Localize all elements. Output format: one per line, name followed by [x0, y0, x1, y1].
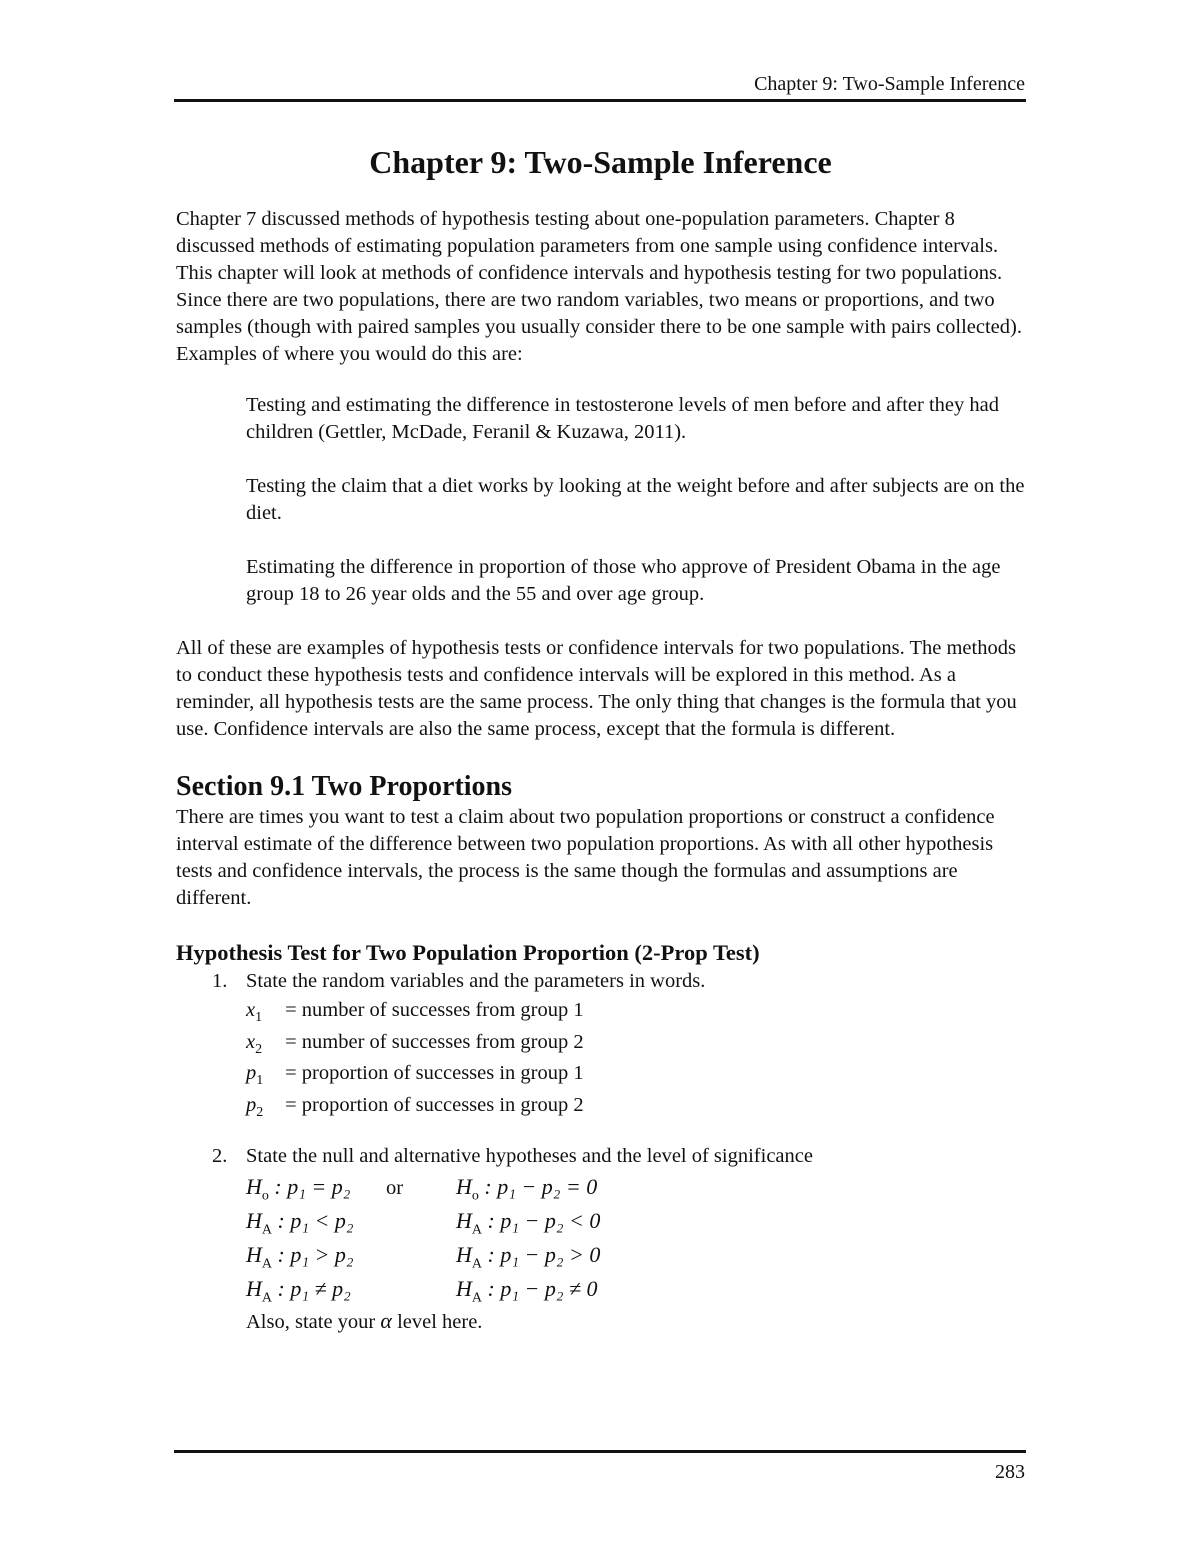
alpha-symbol: α [380, 1308, 392, 1333]
hypothesis-row [176, 1238, 1025, 1272]
hypothesis-right: $H_A$ : p₁ − p₂ < 0 [456, 1208, 601, 1238]
step-text: State the null and alternative hypotheses and the level of significance [246, 1145, 813, 1167]
hypothesis-row [176, 1272, 1025, 1306]
definition-text: = proportion of successes in group 1 [285, 1062, 584, 1084]
step-number: 2. [212, 1145, 228, 1167]
hypothesis-left: $H_A$ : p₁ < p₂ [246, 1208, 354, 1238]
variable-symbol: $p_1$ [246, 1062, 264, 1089]
hypotheses-block [176, 1170, 1025, 1306]
hypothesis-row [176, 1170, 1025, 1204]
variable-definitions [176, 995, 1025, 1121]
step-2 [176, 1143, 1025, 1170]
subsection-title: Hypothesis Test for Two Population Proportion (2-Prop Test) [176, 940, 760, 965]
variable-symbol: $x_1$ [246, 999, 263, 1026]
definition-row [246, 1090, 1025, 1122]
example-item: Estimating the difference in proportion of those who approve of President Obama in the age group 18 to 26 year olds and the 55 and over age group. [246, 556, 1001, 605]
step-number: 1. [212, 970, 228, 992]
page-number: 283 [995, 1461, 1025, 1483]
hypothesis-row [176, 1204, 1025, 1238]
hypothesis-right: $H_A$ : p₁ − p₂ > 0 [456, 1242, 601, 1272]
step-1 [176, 968, 1025, 995]
header-rule [174, 99, 1026, 102]
variable-symbol: $x_2$ [246, 1030, 263, 1057]
running-header: Chapter 9: Two-Sample Inference [754, 73, 1025, 95]
definition-text: = number of successes from group 2 [285, 1030, 584, 1053]
footer-rule [174, 1450, 1026, 1453]
definition-row [246, 1027, 1025, 1059]
page-content [176, 142, 1025, 1337]
definition-text: = number of successes from group 1 [285, 999, 584, 1021]
step-text: State the random variables and the parameters in words. [246, 970, 706, 992]
definition-row [246, 995, 1025, 1027]
definition-row [246, 1058, 1025, 1090]
definition-text: = proportion of successes in group 2 [285, 1093, 584, 1116]
alpha-instruction: Also, state your α level here. [246, 1308, 483, 1333]
or-label: or [386, 1177, 404, 1199]
intro-paragraph: Chapter 7 discussed methods of hypothesis testing about one-population parameters. Chapter 8 discussed methods of estimating population parameters from one sample using confidence intervals. This chapter will look at methods of confidence intervals and hypothesis testing for two populations. Since there are two populations, there are two random variables, two means or proportions, and two samples (though with paired samples you usually consider there to be one sample with pairs collected). Examples of where you would do this are: [176, 208, 1022, 365]
hypothesis-left: $H_A$ : p₁ ≠ p₂ [246, 1276, 351, 1306]
hypothesis-left: $H_A$ : p₁ > p₂ [246, 1242, 354, 1272]
section-body: There are times you want to test a claim about two population proportions or construct a confidence interval estimate of the difference between two population proportions. As with all other hypothesis tests and confidence intervals, the process is the same though the formulas and assumptions are different. [176, 806, 995, 909]
example-item: Testing and estimating the difference in testosterone levels of men before and after they had children (Gettler, McDade, Feranil & Kuzawa, 2011). [246, 394, 999, 443]
summary-paragraph: All of these are examples of hypothesis tests or confidence intervals for two populations. The methods to conduct these hypothesis tests and confidence intervals will be explored in this method. As a reminder, all hypothesis tests are the same process. The only thing that changes is the formula that you use. Confidence intervals are also the same process, except that the formula is different. [176, 637, 1017, 740]
chapter-title: Chapter 9: Two-Sample Inference [369, 144, 832, 180]
hypothesis-right: $H_A$ : p₁ − p₂ ≠ 0 [456, 1276, 598, 1306]
hypothesis-left: $H_o$ : p₁ = p₂ [246, 1174, 351, 1204]
hypothesis-right: $H_o$ : p₁ − p₂ = 0 [456, 1174, 598, 1204]
section-title: Section 9.1 Two Proportions [176, 771, 513, 802]
variable-symbol: $p_2$ [246, 1093, 264, 1120]
examples-list [176, 392, 1025, 608]
example-item: Testing the claim that a diet works by looking at the weight before and after subjects are on the diet. [246, 475, 1025, 524]
